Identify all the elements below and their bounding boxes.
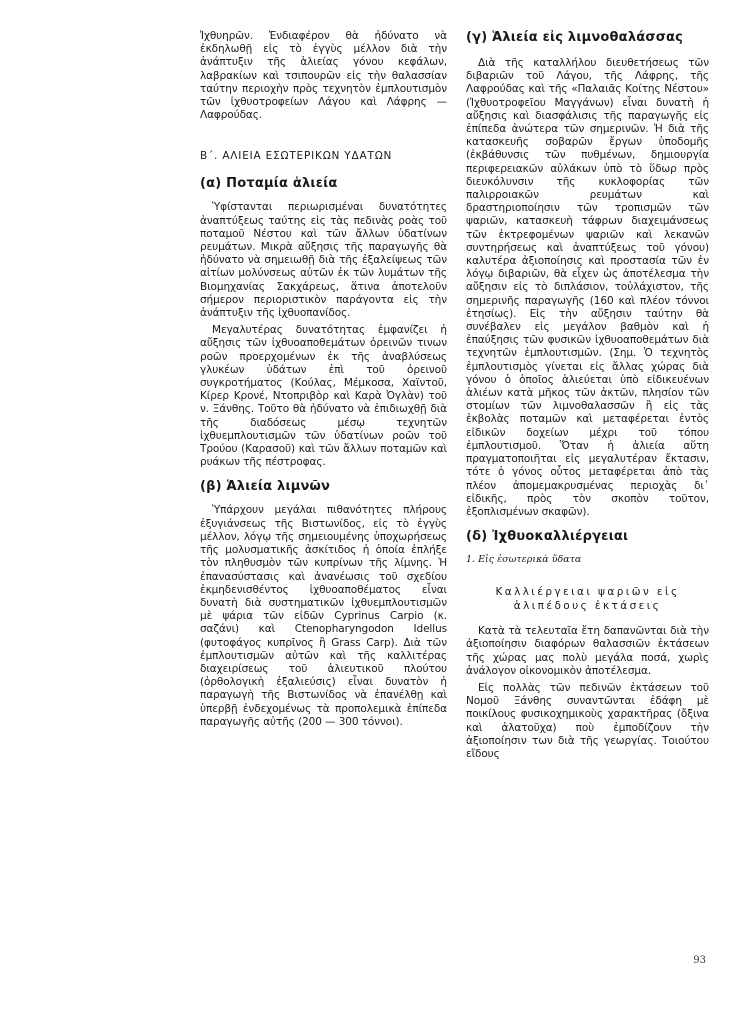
- spaced-heading: Καλλιέργειαι ψαριῶν εἰς ἁλιπέδους ἐκτάσεις: [495, 586, 680, 613]
- italic-subheading: 1. Εἰς ἐσωτερικὰ ὕδατα: [466, 554, 582, 566]
- subsection-c-paragraph: Διὰ τῆς καταλλήλου διευθετήσεως τῶν διβαριῶν τοῦ Λάγου, τῆς Λάφρης, τῆς Λαφρούδας καὶ τῆς «Παλαιᾶς Κοίτης Νέστου» (Ἰχθυοτροφεῖου Μαγγάνων) εἶναι δυνατὴ ἡ αὔξησις καὶ διασφάλισις τῆς παραγωγῆς εἰς ἐπίπεδα ἀνώτερα τῶν σημερινῶν. Ἡ διὰ τῆς κατασκευῆς σοβαρῶν ἔργων ὑποδομῆς (ἐκβάθυνσις τῶν πυθμένων, δημιουργία περιφερειακῶν αὐλάκων ὑπὸ τὸ ὕδωρ πρὸς διευκόλυνσιν τῆς κυκλοφορίας τῶν παλιρροιακῶν ρευμάτων καὶ δραστηριοποίησιν τῶν τροπισμῶν τῶν ψαριῶν, κατασκευὴ τάφρων διαχειμάνσεως τῶν ἐκτρεφομένων ψαριῶν καὶ λεκανῶν συντηρήσεως καὶ ἀναπτύξεως τοῦ γόνου) καλυτέρα ἀξιοποίησις καὶ προστασία τῶν ἐν λόγῳ διβαριῶν, θὰ εἶχεν ὡς ἀποτέλεσμα τὴν αὔξησιν εἰς τὸ διπλάσιον, τοὐλάχιστον, τῆς σημερινῆς παραγωγῆς (160 καὶ πλέον τόννοι ἐτησίως). Εἰς τὴν αὔξησιν ταύτην θὰ συνέβαλεν εἰς μεγάλον βαθμὸν καὶ ἡ ἐπαύξησις τῶν φυσικῶν ἰχθυοαποθεμάτων διὰ τεχνητῶν ἐμπλουτισμῶν. (Σημ. Ὁ τεχνητὸς ἐμπλουτισμὸς γίνεται εἰς ἄλλας χώρας διὰ γόνου ὁ ὁποῖος ἁλιεύεται ὑπὸ εἰδικευένων ἁλιέων κατὰ μῆκος τῶν ἀκτῶν, πλησίον τῶν στομίων τῶν λιμνοθαλασσῶν ἢ εἰς τὰς ἐκβολὰς ποταμῶν καὶ μεταφέρεται ἐντὸς εἰδικῶν δοχείων μέχρι τοῦ τόπου ἐμπλουτισμοῦ. Ὅταν ἡ ἁλιεία αὕτη πραγματοποιῆται εἰς μεγαλυτέραν ἔκτασιν, τότε ὁ γόνος οὗτος μεταφέρεται ἀπὸ τὰς πλέον ἀπομεμακρυσμένας περιοχὰς δι᾽ εἰδικῆς, πρὸς τὸν σκοπὸν τοῦτον, ἐξοπλισμένων σκαφῶν).: [466, 57, 709, 518]
- subsection-a-paragraph: Μεγαλυτέρας δυνατότητας ἐμφανίζει ἡ αὔξησις τῶν ἰχθυοαποθεμάτων ὀρεινῶν τινων ροῶν προερχομένων ἐκ τῆς ἀναβλύσεως γλυκέων ὑδάτων ἐπὶ τοῦ ὀρεινοῦ συγκροτήματος (Κούλας, Μέμκοσα, Χαϊντοῦ, Κίρερ Κρονέ, Ντοπριβὸρ καὶ Καρὰ Ὀγλὰν) τοῦ ν. Ξάνθης. Τοῦτο θὰ ἠδύνατο νὰ ἐπιδιωχθῇ διὰ τῆς διαδόσεως μέσῳ τεχνητῶν ἰχθυεμπλουτισμῶν τῶν ὑδατίνων ροῶν τοῦ Τρούου (Καρασοῦ) καὶ τῶν ἄλλων ποταμῶν καὶ ρυάκων τῆς πέστροφας.: [200, 324, 447, 469]
- subsection-b-paragraph: Ὑπάρχουν μεγάλαι πιθανότητες πλήρους ἐξυγιάνσεως τῆς Βιστωνίδος, εἰς τὸ ἐγγὺς μέλλον, λόγῳ τῆς σημειουμένης ὑποχωρήσεως τῆς μολυσματικῆς ἀσκίτιδος ἡ ὁποία ἐπλήξε τὸν πληθυσμὸν τῶν κυπρίνων τῆς λίμνης. Ἡ ἐπανασύστασις καὶ ἀνανέωσις τοῦ σχεδίου ἐκμηδενισθέντος ἰχθυοαποθέματος εἶναι δυνατὴ διὰ συστηματικῶν ἰχθυεμπλουτισμῶν μὲ ψάρια τῶν εἰδῶν Cyprinus Carpio (κ. σαζάνι) καὶ Ctenopharyngodon Idellus (φυτοφάγος κυπρῖνος ἢ Grass Carp). Διὰ τῶν ἐμπλουτισμῶν αὐτῶν καὶ τῆς καλλιτέρας διαχειρίσεως τοῦ ἁλιευτικοῦ πλούτου (ὀρθολογικὴ ἐξαλιεύσις) εἶναι δυνατὸν ἡ παραγωγὴ τῆς Βιστωνίδος νὰ ἐπανέλθῃ καὶ ὑπερβῇ ἐνδεχομένως τὰ προπολεμικὰ ἐπίπεδα παραγωγῆς αὐτῆς (200 — 300 τόννοι).: [200, 504, 447, 728]
- subsection-d-title: (δ) Ἰχθυοκαλλιέργειαι: [466, 529, 629, 545]
- right-column: [466, 30, 709, 765]
- left-column: [200, 30, 447, 733]
- subsection-d-paragraph: Εἰς πολλὰς τῶν πεδινῶν ἐκτάσεων τοῦ Νομοῦ Ξάνθης συναντῶνται ἐδάφη μὲ ποικίλους φυσικοχημικοὺς χαρακτῆρας (ὄξινα καὶ ἀλατοῦχα) ποὺ ἐμποδίζουν τὴν ἀξιοποίησιν των διὰ τῆς γεωργίας. Τοιούτου εἴδους: [466, 681, 709, 760]
- subsection-b-title: (β) Ἁλιεία λιμνῶν: [200, 479, 331, 495]
- subsection-c-title: (γ) Ἁλιεία εἰς λιμνοθαλάσσας: [466, 30, 684, 45]
- subsection-a-paragraph: Ὑφίστανται περιωρισμέναι δυνατότητες ἀναπτύξεως ταύτης εἰς τὰς πεδινὰς ροὰς τοῦ ποταμοῦ Νέστου καὶ τῶν ἄλλων ὑδατίνων ρευμάτων. Μικρὰ αὔξησις τῆς παραγωγῆς θὰ ἠδύνατο νὰ σημειωθῇ διὰ τῆς ἐξαλείψεως τῶν αἰτίων μολύνσεως αὐτῶν ἐκ τῶν λυμάτων τῆς Βιομηχανίας Σακχάρεως, ἅτινα ἀποτελοῦν σήμερον περιοριστικὸν παράγοντα εἰς τὴν ἀνάπτυξιν τῆς ἰχθυοπανίδος.: [200, 201, 447, 320]
- subsection-d-paragraph: Κατὰ τὰ τελευταῖα ἔτη δαπανῶνται διὰ τὴν ἀξιοποίησιν διαφόρων θαλασσιῶν ἐκτάσεων τῆς χώρας μας πολὺ μεγάλα ποσά, χωρὶς ἀνάλογον οἰκονομικὸν ἀποτέλεσμα.: [466, 625, 709, 677]
- section-title: Β΄. ΑΛΙΕΙΑ ΕΣΩΤΕΡΙΚΩΝ ΥΔΑΤΩΝ: [200, 150, 393, 163]
- intro-paragraph: Ἰχθυηρῶν. Ἐνδιαφέρον θὰ ἠδύνατο νὰ ἐκδηλωθῇ εἰς τὸ ἐγγὺς μέλλον διὰ τὴν ἀνάπτυξιν τῆς ἁλιείας γόνου κεφάλων, λαβρακίων καὶ τσιπουρῶν εἰς τὴν θαλασσίαν ταύτην περιοχὴν πρὸς τεχνητὸν ἐμπλουτισμὸν τῶν ἰχθυοτροφείων Λάγου καὶ Λάφρης — Λαφρούδας.: [200, 30, 447, 122]
- page-number: 93: [693, 955, 706, 966]
- subsection-a-title: (α) Ποταμία ἁλιεία: [200, 176, 338, 192]
